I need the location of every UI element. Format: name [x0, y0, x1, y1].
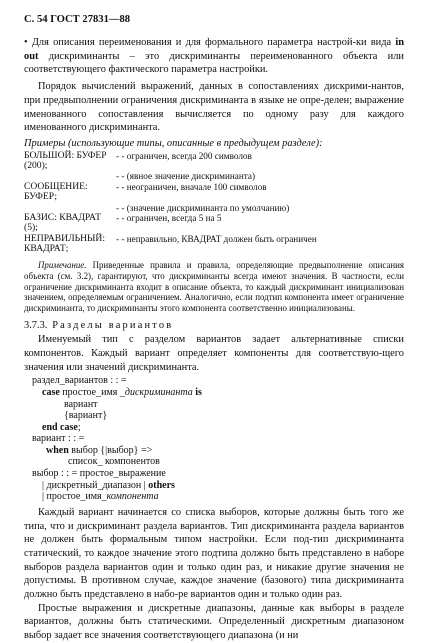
- grammar-line: end case;: [42, 421, 81, 433]
- grammar-line: | дискретный_диапазон | others: [42, 479, 175, 491]
- example-line: - - (явное значение дискриминанта): [116, 171, 256, 182]
- grammar-line: раздел_вариантов : : =: [32, 375, 127, 387]
- grammar-line: {вариант}: [64, 410, 108, 422]
- keyword-in: in: [395, 37, 404, 48]
- examples-block: [24, 151, 404, 255]
- example-line: БАЗИС: КВАДРАТ (5); - - ограничен, всегда 5 на 5: [24, 212, 222, 234]
- example-line: - - (значение дискриминанта по умолчанию): [116, 202, 290, 213]
- keyword-out: out: [24, 50, 39, 62]
- note-label: Примечание.: [38, 259, 87, 270]
- grammar-line: when выбор {|выбор} =>: [46, 444, 153, 456]
- bullet-text-2: дискриминанты – это дискриминанты переименованного объекта или соответствующего фактического параметра настройки.: [24, 50, 404, 76]
- grammar-line: список_ компонентов: [68, 456, 160, 468]
- grammar-line: case простое_имя _дискриминанта is: [42, 386, 202, 398]
- bullet-paragraph: [24, 36, 404, 77]
- example-line: НЕПРАВИЛЬНЫЙ: КВАДРАТ; - - неправильно, КВАДРАТ должен быть ограничен: [24, 232, 317, 255]
- example-line: БОЛЬШОЙ: БУФЕР (200); - - ограничен, всегда 200 символов: [24, 149, 252, 172]
- grammar-line: | простое_имя_компонента: [42, 491, 159, 503]
- paragraph-evaluation-order: Порядок вычислений выражений, данных в сопоставлениях дискрими-нантов, при предвыполнении ограничения дискриминанта в языке не опре-делен; выражение именованного сопоставления вычисляется по одному разу для каждого именованного дискриминанта.: [24, 81, 404, 134]
- document-page: [24, 14, 404, 643]
- page-header: С. 54 ГОСТ 27831—88: [24, 14, 131, 25]
- paragraph-static-choices: Простые выражения и дискретные диапазоны, данные как выборы в разделе вариантов, должны быть статическими. Определенный дискретным диапазоном выбор задает все значения соответствующего диапазона (и ни: [24, 602, 404, 642]
- note-text: Приведенные правила и правила, определяющие предвыполнение описания объекта (см. 3.2), гарантируют, что дискриминанты всегда имеют значения. В частности, если ограничение дискриминанта входит в описание объекта, то каждый дискриминант инициализован значением, определяемым ограничением. Аналогично, если подтип компонента имеет ограничение дискриминанта, то дискриминанты этого компонента соответственно инициализованы.: [24, 259, 404, 314]
- section-title: Разделы вариантов: [47, 320, 174, 332]
- bullet-text-1: • Для описания переименования и для формального параметра настрой-ки вида: [24, 37, 396, 48]
- paragraph-variant-choices: Каждый вариант начинается со списка выборов, которые должны быть того же типа, что и дискриминант раздела вариантов. Тип дискриминанта раздела вариантов не должен быть формальным типом настройки. Если под-тип дискриминанта статический, то каждое значение этого подтипа должно быть представлено в наборе выборов раздела вариантов один и только один раз, и никакие другие значения не допустимы. В противном случае, каждое значение (базового) типа дискриминанта должно быть представлено в набо-ре вариантов один и только один раз.: [24, 506, 404, 601]
- section-number: 3.7.3.: [24, 320, 48, 332]
- grammar-line: вариант: [64, 398, 98, 410]
- note-paragraph: [24, 260, 404, 315]
- grammar-line: вариант : : =: [32, 433, 85, 445]
- paragraph-variant-intro: Именуемый тип с разделом вариантов задает альтернативные списки компонентов. Каждый вариант определяет компоненты для соответствую-щего значения или значений дискриминанта.: [24, 334, 404, 373]
- example-line: СООБЩЕНИЕ: БУФЕР; - - неограничен, вначале 100 символов: [24, 180, 267, 203]
- grammar-block: [24, 375, 404, 503]
- grammar-line: выбор : : = простое_выражение: [32, 468, 166, 480]
- examples-title: Примеры (использующие типы, описанные в предыдущем разделе):: [24, 137, 323, 149]
- section-heading: [24, 319, 404, 333]
